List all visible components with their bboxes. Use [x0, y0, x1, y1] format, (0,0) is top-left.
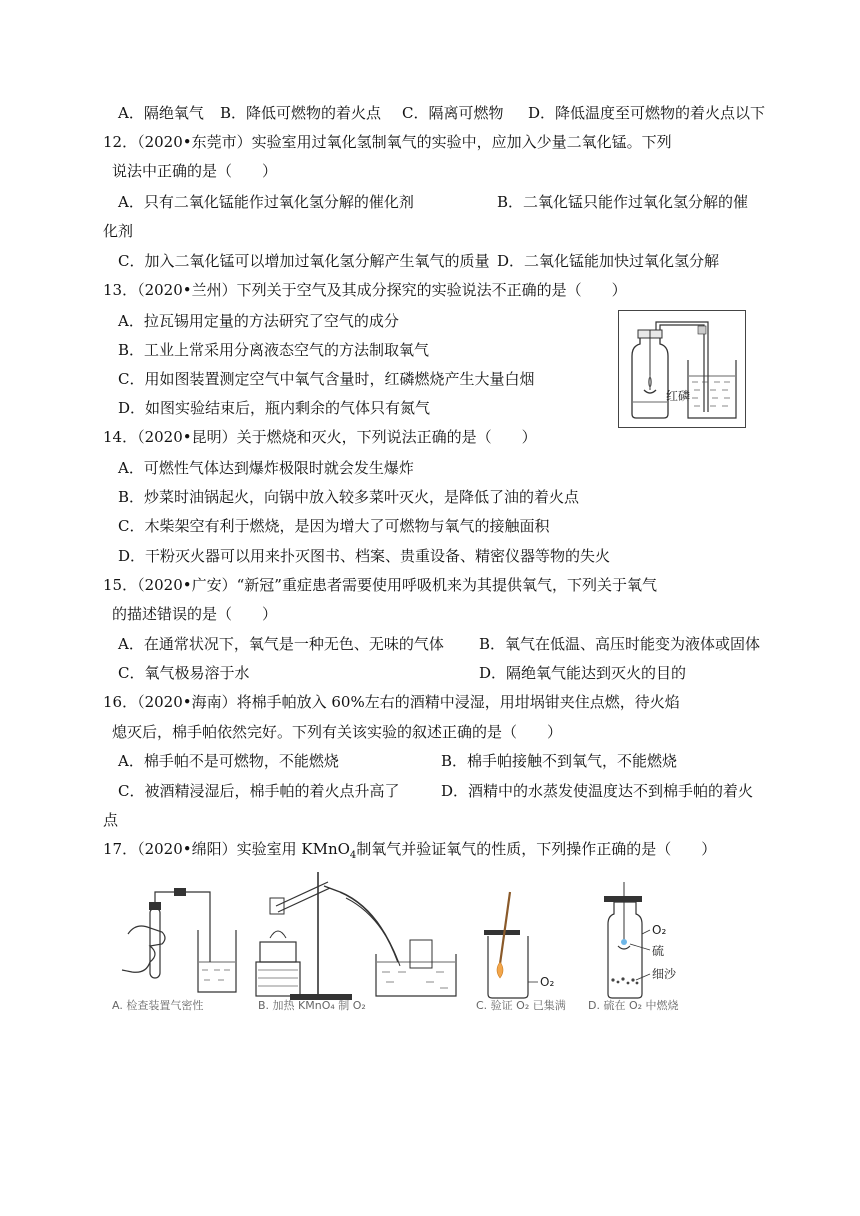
hand-icon — [122, 926, 165, 972]
beaker-icon — [198, 930, 236, 992]
q15-option-b: B．氧气在低温、高压时能变为液体或固体 — [479, 635, 761, 653]
q12-stem-line2: 说法中正确的是（ ） — [112, 162, 278, 180]
q16-option-d: D．酒精中的水蒸发使温度达不到棉手帕的着火 — [441, 782, 754, 800]
flame-icon — [497, 962, 503, 978]
q12-option-c: C．加入二氧化锰可以增加过氧化氢分解产生氧气的质量 — [118, 252, 490, 270]
q13-option-a: A．拉瓦锡用定量的方法研究了空气的成分 — [118, 312, 399, 330]
q15-option-c: C．氧气极易溶于水 — [118, 664, 250, 682]
d-sulfur-label: 硫 — [652, 944, 665, 958]
d-sand-label: 细沙 — [652, 967, 677, 981]
q11-option-d: D．降低温度至可燃物的着火点以下 — [528, 104, 766, 122]
q12-stem-line1: 12．（2020•东莞市）实验室用过氧化氢制氧气的实验中，应加入少量二氧化锰。下列 — [103, 133, 672, 151]
q11-option-b: B．降低可燃物的着火点 — [220, 104, 382, 122]
caption-d: D. 硫在 O₂ 中燃烧 — [588, 999, 679, 1012]
q14-option-a: A．可燃性气体达到爆炸极限时就会发生爆炸 — [118, 459, 414, 477]
c-o2-label: O₂ — [540, 975, 555, 989]
wood-splint-icon — [500, 892, 510, 964]
alcohol-lamp-icon — [260, 942, 296, 962]
q13-stem: 13．（2020•兰州）下列关于空气及其成分探究的实验说法不正确的是（ ） — [103, 281, 627, 299]
q17-stem-sub: 4 — [349, 850, 357, 861]
q17-stem-post: 制氧气并验证氧气的性质，下列操作正确的是（ ） — [356, 840, 717, 858]
q14-option-c: C．木柴架空有利于燃烧，是因为增大了可燃物与氧气的接触面积 — [118, 517, 550, 535]
wood-block-icon — [256, 962, 300, 996]
q16-stem-line1: 16．（2020•海南）将棉手帕放入 60%左右的酒精中浸湿，用坩埚钳夹住点燃，待火焰 — [103, 693, 680, 711]
gas-bottle-icon — [488, 936, 528, 998]
q12-option-b: B．二氧化锰只能作过氧化氢分解的催 — [497, 193, 749, 211]
q12-option-b-continued: 化剂 — [103, 222, 134, 240]
q15-option-d: D．隔绝氧气能达到灭火的目的 — [479, 664, 687, 682]
q12-option-d: D．二氧化锰能加快过氧化氢分解 — [497, 252, 720, 270]
caption-b: B. 加热 KMnO₄ 制 O₂ — [258, 999, 366, 1012]
q16-option-b: B．棉手帕接触不到氧气，不能燃烧 — [441, 752, 678, 770]
water-trough-icon — [376, 954, 456, 996]
q13-apparatus-figure — [618, 310, 746, 428]
q14-option-b: B．炒菜时油锅起火，向锅中放入较多菜叶灭火，是降低了油的着火点 — [118, 488, 580, 506]
q15-stem-line2: 的描述错误的是（ ） — [112, 605, 278, 623]
red-phosphorus-label: 红磷 — [666, 389, 691, 403]
q13-option-b: B．工业上常采用分离液态空气的方法制取氧气 — [118, 341, 430, 359]
q16-option-c: C．被酒精浸湿后，棉手帕的着火点升高了 — [118, 782, 400, 800]
figure-c-verify — [476, 892, 566, 1012]
blue-flame-icon — [621, 939, 627, 945]
q16-option-d-continued: 点 — [103, 811, 119, 829]
q16-option-a: A．棉手帕不是可燃物，不能燃烧 — [118, 752, 339, 770]
q14-option-d: D．干粉灭火器可以用来扑灭图书、档案、贵重设备、精密仪器等物的失火 — [118, 547, 611, 565]
q13-option-d: D．如图实验结束后，瓶内剩余的气体只有氮气 — [118, 399, 431, 417]
q17-figures — [110, 862, 710, 1020]
q16-stem-line2: 熄灭后，棉手帕依然完好。下列有关该实验的叙述正确的是（ ） — [112, 723, 563, 741]
q15-option-a: A．在通常状况下，氧气是一种无色、无味的气体 — [118, 635, 444, 653]
q15-stem-line1: 15．（2020•广安）“新冠”重症患者需要使用呼吸机来为其提供氧气，下列关于氧气 — [103, 576, 657, 594]
d-o2-label: O₂ — [652, 923, 667, 937]
q14-stem: 14．（2020•昆明）关于燃烧和灭火，下列说法正确的是（ ） — [103, 428, 537, 446]
caption-a: A. 检查装置气密性 — [112, 999, 204, 1012]
q17-stem-pre: 17．（2020•绵阳）实验室用 KMnO — [103, 840, 350, 858]
q12-option-a: A．只有二氧化锰能作过氧化氢分解的催化剂 — [118, 193, 414, 211]
figure-a-airtightness — [112, 888, 236, 1012]
q13-option-c: C．用如图装置测定空气中氧气含量时，红磷燃烧产生大量白烟 — [118, 370, 535, 388]
figure-d-sulfur — [588, 882, 679, 1012]
q11-option-a: A．隔绝氧气 — [118, 104, 204, 122]
figure-b-heating — [256, 872, 456, 1012]
test-tube-icon — [150, 908, 160, 978]
caption-c: C. 验证 O₂ 已集满 — [476, 999, 566, 1012]
q11-option-c: C．隔离可燃物 — [402, 104, 504, 122]
